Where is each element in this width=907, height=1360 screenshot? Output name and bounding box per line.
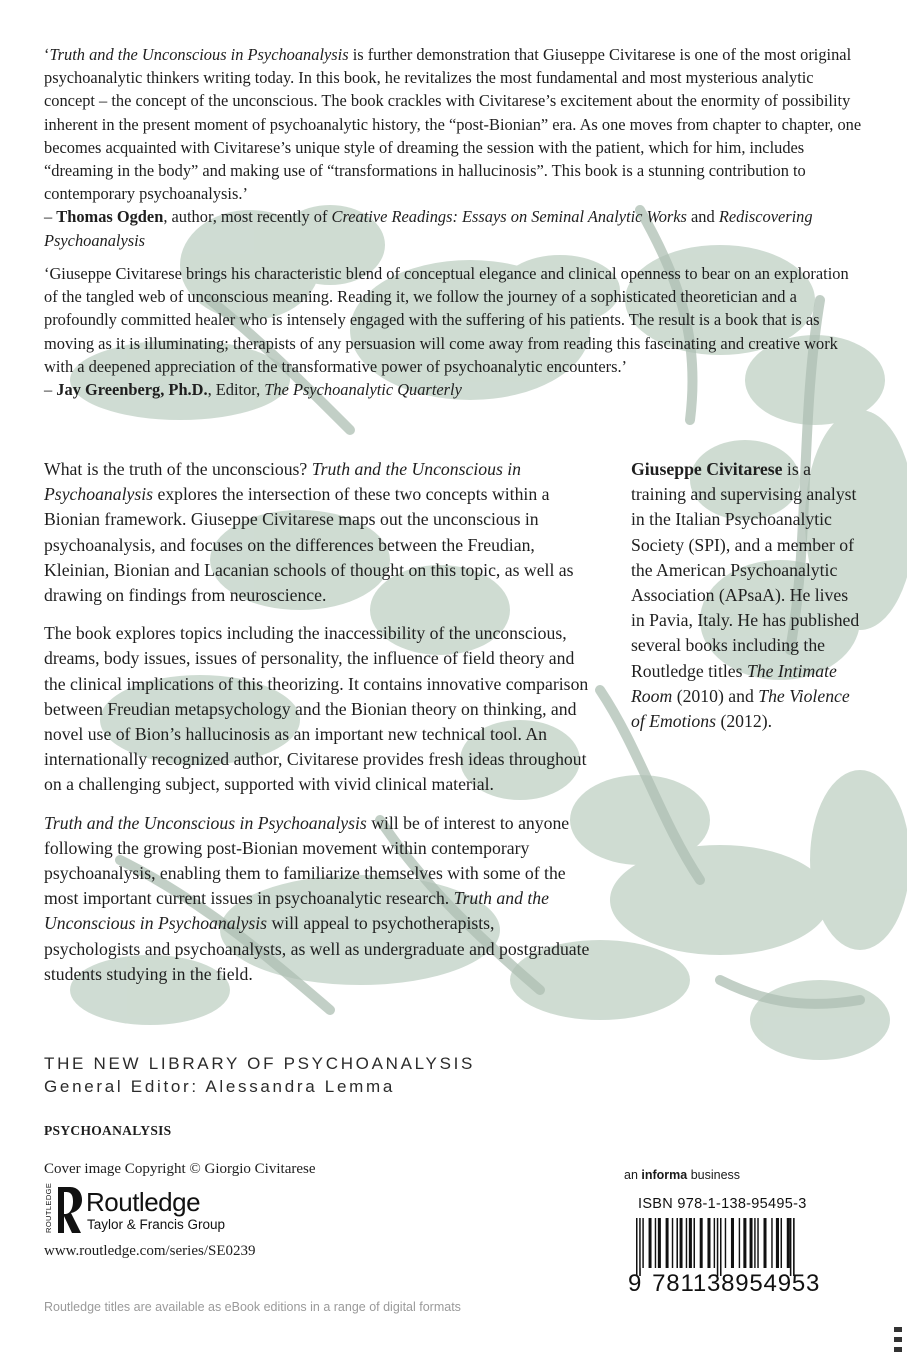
routledge-vertical-mark: ROUTLEDGE — [44, 1182, 53, 1233]
barcode-bar — [680, 1218, 683, 1268]
series-url[interactable]: www.routledge.com/series/SE0239 — [44, 1243, 256, 1259]
barcode-bar — [686, 1218, 688, 1268]
quote-attribution: – Thomas Ogden, author, most recently of Creative Readings: Essays on Seminal Analytic Works and Rediscovering Psychoanalysis — [44, 207, 813, 250]
series-name: THE NEW LIBRARY OF PSYCHOANALYSIS — [44, 1054, 476, 1073]
routledge-r-icon — [56, 1187, 82, 1233]
barcode-bar — [715, 1218, 717, 1276]
barcode-bar — [781, 1218, 783, 1268]
barcode-bar — [714, 1218, 716, 1268]
barcode-bar — [644, 1218, 649, 1268]
author-bio: Giuseppe Civitarese is a training and supervising analyst in the Italian Psychoanalytic Society (SPI), and a member of the American Psychoanalytic Association (APsaA). He lives in Pavia, Italy. He has published several books including the Routledge titles The Intimate Room (2010) and The Violence of Emotions (2012). — [631, 459, 860, 732]
publisher-name: Routledge — [86, 1187, 201, 1217]
barcode-bar — [707, 1218, 710, 1268]
barcode-bar — [782, 1218, 787, 1268]
barcode-bar — [743, 1218, 746, 1268]
barcode-bar — [720, 1218, 722, 1276]
barcode-bar — [652, 1218, 655, 1268]
barcode-bar — [771, 1218, 773, 1268]
barcode-bar — [779, 1218, 781, 1268]
barcode-bar — [656, 1218, 658, 1268]
isbn-label: ISBN 978-1-138-95495-3 — [638, 1196, 807, 1212]
barcode-bar — [687, 1218, 689, 1268]
barcode-bar — [711, 1218, 714, 1268]
barcode-bar — [666, 1218, 669, 1268]
informa-business-label: an informa business — [624, 1168, 741, 1182]
quote-text: ‘Truth and the Unconscious in Psychoanalysis is further demonstration that Giuseppe Civitarese is one of the most original psychoanalytic thinkers writing today. In this book, he revitalizes the most fundamental and most mysterious analytic concept – the concept of the unconscious. The book crackles with Civitarese’s excitement about the enormity of possibility inherent in the present moment of psychoanalytic history, the “post-Bionian” era. As one moves from chapter to chapter, one becomes acquainted with Civitarese’s unique style of dreaming the session with the patient, which for him, includes “dreaming in the body” and making use of “transformations in hallucinosis”. This book is a stunning contribution to contemporary psychoanalysis.’ — [44, 45, 862, 204]
barcode-bar — [734, 1218, 739, 1268]
barcode-bar — [740, 1218, 743, 1268]
barcode-bar — [776, 1218, 779, 1268]
barcode-bar — [764, 1218, 767, 1268]
barcode-bar — [683, 1218, 686, 1268]
barcode-bar — [694, 1218, 696, 1268]
review-quote-2 — [44, 262, 864, 401]
barcode-bar — [753, 1218, 755, 1268]
description-paragraph-1: What is the truth of the unconscious? Truth and the Unconscious in Psychoanalysis explores the intersection of these two concepts within a Bionian framework. Giuseppe Civitarese maps out the unconscious in psychoanalysis, and focuses on the differences between the Freudian, Kleinian, Bionian and Lacanian schools of thought on this topic, as well as drawing on findings from neuroscience. — [44, 459, 574, 606]
barcode-bar — [767, 1218, 772, 1268]
barcode-bar — [695, 1218, 700, 1268]
quote-author: Thomas Ogden — [56, 207, 164, 227]
barcode-bar — [678, 1218, 680, 1268]
isbn-digits: 9 781138954953 — [628, 1270, 821, 1297]
ebook-note: Routledge titles are available as eBook editions in a range of digital formats — [44, 1300, 461, 1314]
isbn-barcode — [622, 1192, 837, 1307]
barcode-bar — [703, 1218, 708, 1268]
barcode-bar — [793, 1218, 795, 1276]
quote-author: Jay Greenberg, Ph.D. — [56, 380, 208, 400]
description-paragraph-3: Truth and the Unconscious in Psychoanalysis will be of interest to anyone following the growing post-Bionian movement within contemporary psychoanalysis, enabling them to familiarize themselves with some of the most important current issues in psychoanalytic research. Truth and the Unconscious in Psychoanalysis will appeal to psychotherapists, psychologists and psychoanalysts, as well as undergraduate and postgraduate students studying in the field. — [44, 812, 590, 984]
barcode-bar — [673, 1218, 676, 1268]
barcode-bar — [750, 1218, 753, 1268]
barcode-bar — [787, 1218, 790, 1268]
barcode-bar — [756, 1218, 758, 1268]
quote-attribution: – Jay Greenberg, Ph.D., Editor, The Psychoanalytic Quarterly — [44, 380, 462, 400]
series-editor: General Editor: Alessandra Lemma — [44, 1077, 395, 1096]
barcode-bar — [689, 1218, 692, 1268]
series-info — [44, 1052, 475, 1098]
barcode-bar — [638, 1218, 640, 1276]
barcode-bar — [658, 1218, 661, 1268]
edge-mark — [892, 1325, 904, 1357]
subject-category: PSYCHOANALYSIS — [44, 1123, 172, 1138]
barcode-bar — [717, 1218, 719, 1276]
barcode-bar — [642, 1218, 644, 1268]
barcode-bar — [723, 1218, 725, 1268]
barcode-bar — [669, 1218, 672, 1268]
barcode-bar — [725, 1218, 727, 1268]
barcode-bar — [692, 1218, 694, 1268]
barcode-bar — [726, 1218, 731, 1268]
cover-credit: Cover image Copyright © Giorgio Civitarese — [44, 1161, 316, 1177]
barcode-bar — [718, 1218, 720, 1276]
barcode-bars — [622, 1218, 837, 1278]
barcode-bar — [676, 1218, 678, 1268]
barcode-bar — [700, 1218, 703, 1268]
barcode-bar — [655, 1218, 657, 1268]
review-quote-1 — [44, 43, 864, 252]
author-name: Giuseppe Civitarese — [631, 459, 783, 479]
routledge-logo — [44, 1182, 344, 1237]
barcode-bar — [639, 1218, 641, 1276]
description-paragraph-2: The book explores topics including the inaccessibility of the unconscious, dreams, body issues, issues of personality, the influence of field theory and the clinical implications of this theorizing. It contains innovative comparison between Freudian metapsychology and the Bionian theory on thinking, and novel use of Bion’s hallucinosis as an important new technical tool. An internationally recognized author, Civitarese provides fresh ideas throughout on a challenging subject, supported with vivid clinical material. — [44, 623, 589, 795]
barcode-bar — [641, 1218, 643, 1268]
barcode-bar — [672, 1218, 674, 1268]
publisher-group: Taylor & Francis Group — [87, 1217, 226, 1232]
barcode-bar — [636, 1218, 638, 1276]
book-description — [44, 457, 592, 1000]
barcode-bar — [722, 1218, 724, 1276]
barcode-bar — [791, 1218, 793, 1276]
quote-text: ‘Giuseppe Civitarese brings his characteristic blend of conceptual elegance and clinical openness to bear on an exploration of the tangled web of unconscious meaning. Reading it, we follow the journey of a sophisticated theoretician and a profoundly committed healer who is intensely engaged with the suffering of his patients. The result is a book that is as moving as it is illuminating; therapists of any persuasion will come away from reading this fascinating and creative work with a deepened appreciation of the transformative power of psychoanalytic encounters.’ — [44, 264, 849, 376]
barcode-bar — [649, 1218, 652, 1268]
barcode-bar — [661, 1218, 666, 1268]
barcode-bar — [739, 1218, 741, 1268]
barcode-bar — [790, 1218, 792, 1276]
barcode-bar — [754, 1218, 756, 1268]
barcode-bar — [759, 1218, 764, 1268]
barcode-bar — [731, 1218, 734, 1268]
barcode-bar — [746, 1218, 749, 1268]
barcode-bar — [757, 1218, 759, 1268]
barcode-bar — [773, 1218, 776, 1268]
